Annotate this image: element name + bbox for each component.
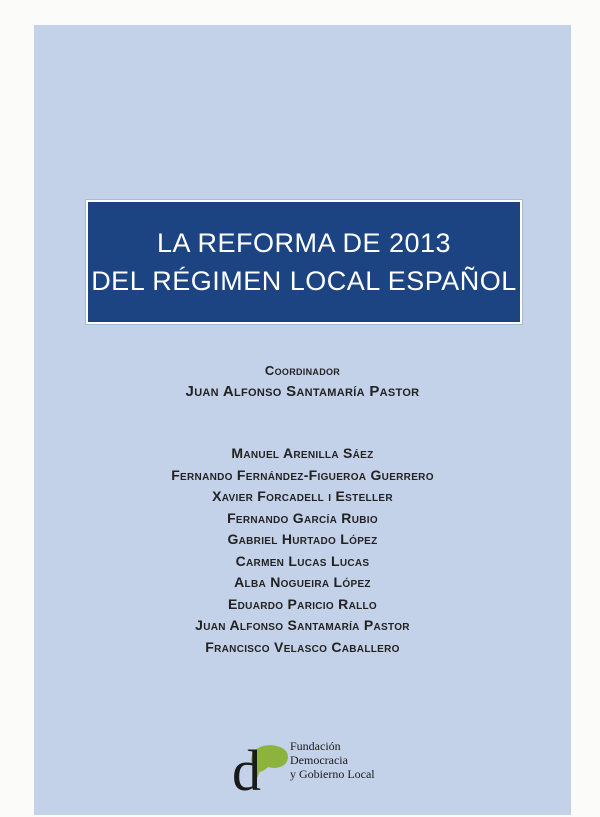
publisher-logo xyxy=(230,737,430,793)
author-name: Manuel Arenilla Sáez xyxy=(231,445,374,461)
coordinator-label: Coordinador xyxy=(264,363,341,378)
author-name: Carmen Lucas Lucas xyxy=(235,552,370,569)
title-line-2: DEL RÉGIMEN LOCAL ESPAÑOL xyxy=(91,266,517,296)
publisher-name-line-2: Democracia xyxy=(290,753,348,767)
book-cover xyxy=(34,25,571,815)
fundacion-d-leaf-logo-icon xyxy=(230,737,292,793)
publisher-name xyxy=(290,739,375,781)
publisher-name-line-3: y Gobierno Local xyxy=(290,767,375,781)
title-box xyxy=(86,200,522,324)
author-name: Gabriel Hurtado López xyxy=(227,531,378,547)
author-name: Alba Nogueira López xyxy=(234,574,371,590)
author-list xyxy=(34,443,571,658)
author-name: Eduardo Paricio Rallo xyxy=(228,595,377,612)
title-line-1: LA REFORMA DE 2013 xyxy=(156,228,452,258)
coordinator-name: Juan Alfonso Santamaría Pastor xyxy=(185,383,420,400)
author-name: Fernando Fernández-Figueroa Guerrero xyxy=(171,466,434,483)
author-name: Juan Alfonso Santamaría Pastor xyxy=(195,617,410,633)
author-name: Francisco Velasco Caballero xyxy=(205,638,400,655)
publisher-name-line-1: Fundación xyxy=(290,739,341,753)
author-name: Fernando García Rubio xyxy=(227,509,378,526)
author-name: Xavier Forcadell i Esteller xyxy=(212,488,393,504)
svg-text:d: d xyxy=(232,738,261,793)
